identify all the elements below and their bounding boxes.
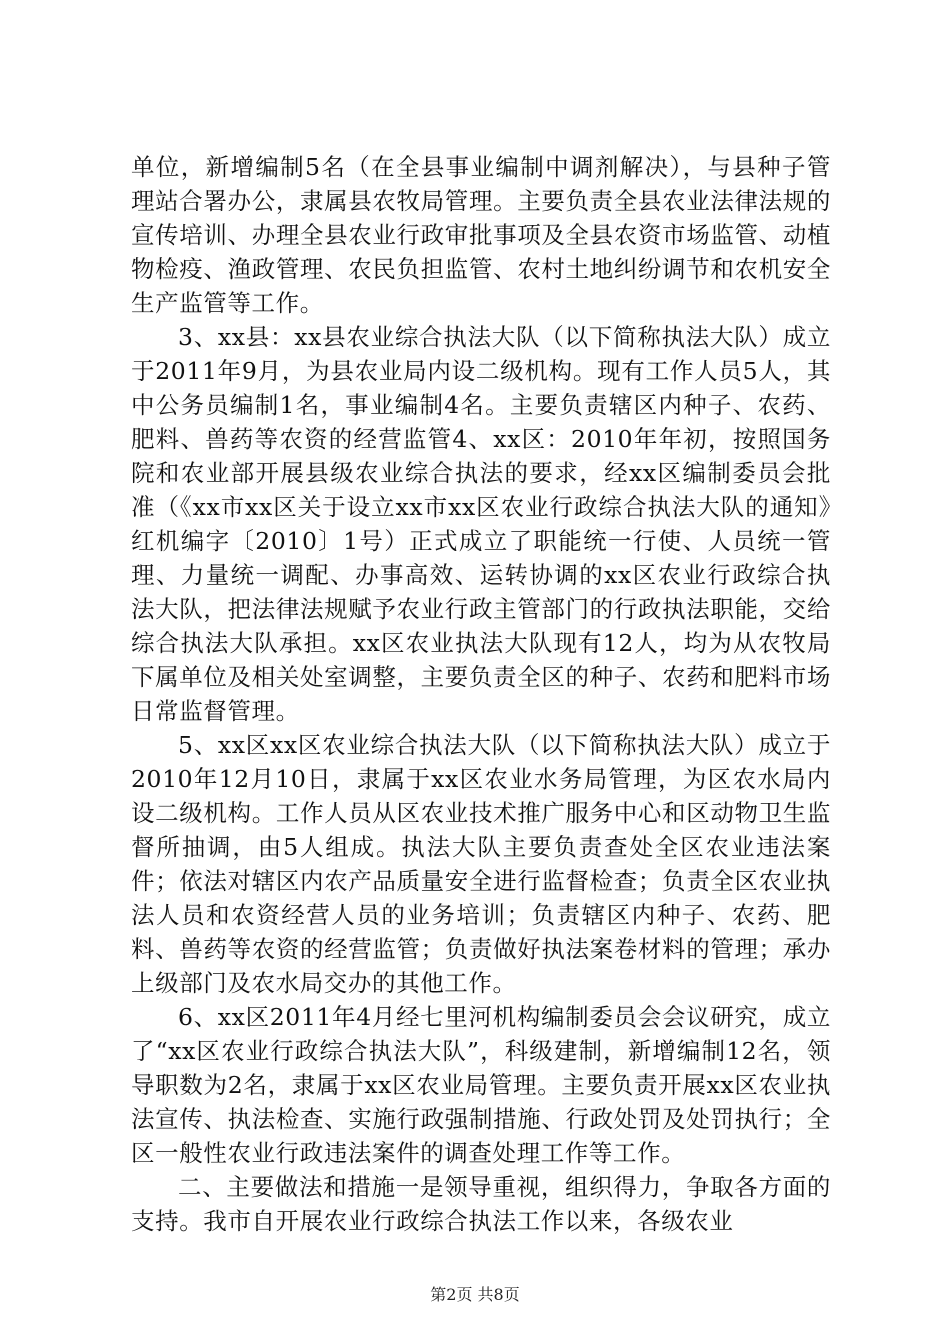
document-body	[131, 150, 831, 1238]
paragraph-1: 单位，新增编制5名（在全县事业编制中调剂解决），与县种子管理站合署办公，隶属县农牧局管理。主要负责全县农业法律法规的宣传培训、办理全县农业行政审批事项及全县农资市场监管、动植物检疫、渔政管理、农民负担监管、农村土地纠纷调节和农机安全生产监管等工作。	[131, 153, 831, 317]
paragraph-5: 二、主要做法和措施一是领导重视，组织得力，争取各方面的支持。我市自开展农业行政综合执法工作以来，各级农业	[131, 1173, 831, 1235]
page-number-footer: 第2页 共8页	[430, 1285, 520, 1304]
paragraph-3: 5、xx区xx区农业综合执法大队（以下简称执法大队）成立于2010年12月10日，隶属于xx区农业水务局管理，为区农水局内设二级机构。工作人员从区农业技术推广服务中心和区动物卫生监督所抽调，由5人组成。执法大队主要负责查处全区农业违法案件；依法对辖区内农产品质量安全进行监督检查；负责全区农业执法人员和农资经营人员的业务培训；负责辖区内种子、农药、肥料、兽药等农资的经营监管；负责做好执法案卷材料的管理；承办上级部门及农水局交办的其他工作。	[131, 731, 831, 997]
paragraph-2: 3、xx县：xx县农业综合执法大队（以下简称执法大队）成立于2011年9月，为县农业局内设二级机构。现有工作人员5人，其中公务员编制1名，事业编制4名。主要负责辖区内种子、农药、肥料、兽药等农资的经营监管4、xx区：2010年年初，按照国务院和农业部开展县级农业综合执法的要求，经xx区编制委员会批准（《xx市xx区关于设立xx市xx区农业行政综合执法大队的通知》红机编字〔2010〕1号）正式成立了职能统一行使、人员统一管理、力量统一调配、办事高效、运转协调的xx区农业行政综合执法大队，把法律法规赋予农业行政主管部门的行政执法职能，交给综合执法大队承担。xx区农业执法大队现有12人，均为从农牧局下属单位及相关处室调整，主要负责全区的种子、农药和肥料市场日常监督管理。	[131, 323, 831, 725]
paragraph-4: 6、xx区2011年4月经七里河机构编制委员会会议研究，成立了“xx区农业行政综合执法大队”，科级建制，新增编制12名，领导职数为2名，隶属于xx区农业局管理。主要负责开展xx区农业执法宣传、执法检查、实施行政强制措施、行政处罚及处罚执行；全区一般性农业行政违法案件的调查处理工作等工作。	[131, 1003, 831, 1167]
